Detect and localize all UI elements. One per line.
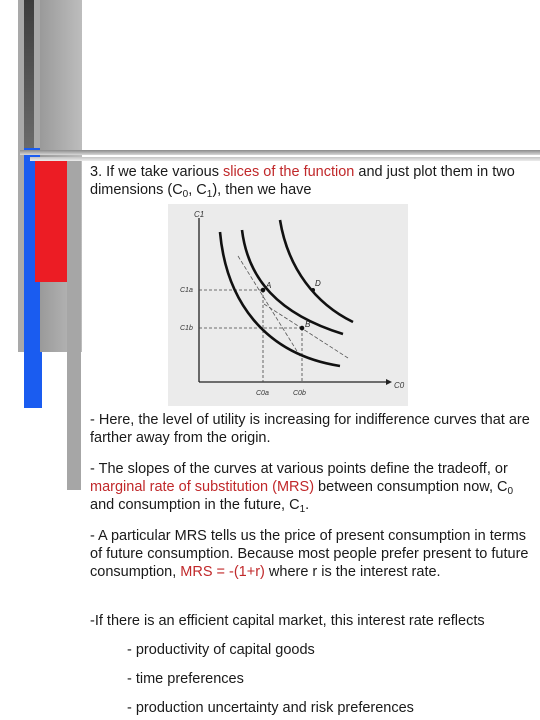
mrs-formula-highlight: MRS = -(1+r): [180, 564, 265, 580]
tangent-a: [238, 256, 300, 356]
x-axis-arrow: [386, 379, 392, 385]
bullet-price: - A particular MRS tells us the price of present consumption in terms of future consumption. Because most people prefer present to future consumption, MRS = -(1+r) where r is the interest rate.: [90, 528, 529, 580]
bullet-mrs: - The slopes of the curves at various points define the tradeoff, or marginal rate of substitution (MRS) between consumption now, $C_0$ and consumption in the future, $C_1$.: [90, 461, 514, 515]
y-tick-c1a: C1a: [180, 287, 193, 294]
x-axis-label: C0: [394, 381, 405, 390]
x-tick-c0b: C0b: [293, 390, 306, 397]
bullet-capital-market: -If there is an efficient capital market, this interest rate reflects: [90, 613, 485, 629]
point-b-label: B: [305, 320, 311, 329]
indifference-curve-graph: [168, 204, 408, 406]
divider-line: [20, 150, 540, 155]
intro-paragraph: 3. If we take various slices of the function and just plot them in two dimensions ($C_0$, $C_1$), then we have: [90, 164, 515, 200]
sub-item-productivity: - productivity of capital goods: [127, 642, 315, 658]
indifference-curve-mid: [242, 230, 343, 334]
intro-highlight: slices of the function: [222, 164, 355, 180]
y-axis-label: C1: [194, 210, 205, 219]
indifference-curve-low: [220, 232, 340, 366]
point-a-label: A: [266, 281, 272, 290]
point-b-marker: [300, 326, 305, 331]
indifference-curve-figure: [168, 204, 408, 406]
sub-item-uncertainty: - production uncertainty and risk preferences: [127, 700, 414, 716]
decor-bar-gray-low: [67, 160, 81, 490]
sub-item-time: - time preferences: [127, 671, 244, 687]
bullet-utility: - Here, the level of utility is increasing for indifference curves that are farther away from the origin.: [90, 412, 530, 446]
mrs-highlight: marginal rate of substitution (MRS): [90, 479, 315, 495]
divider-line-shadow: [30, 157, 540, 161]
decor-bar-dark: [24, 0, 34, 148]
indifference-curve-high: [280, 220, 353, 322]
point-d-marker: [311, 288, 315, 292]
point-a-marker: [261, 288, 266, 293]
point-d-label: D: [315, 279, 321, 288]
y-tick-c1b: C1b: [180, 325, 193, 332]
x-tick-c0a: C0a: [256, 390, 269, 397]
decor-bar-red: [35, 160, 67, 282]
